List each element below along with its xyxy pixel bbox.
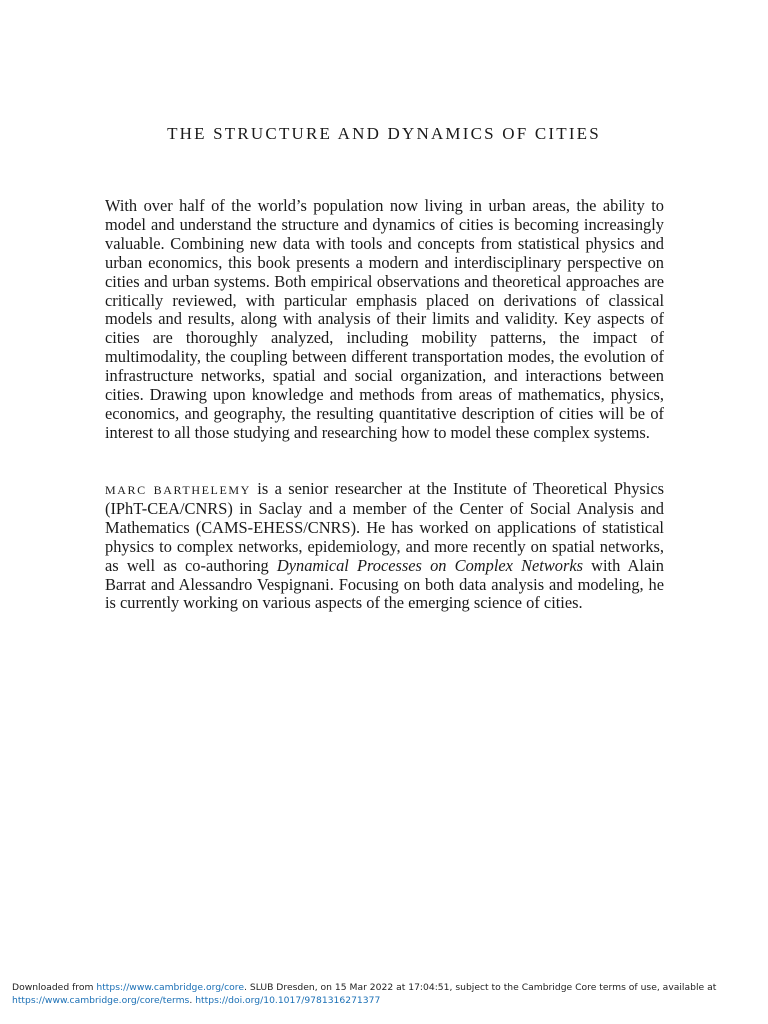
footer-prefix: Downloaded from [12,982,97,993]
footer-separator: . [189,995,196,1006]
author-bio [105,480,664,613]
book-title-italic: Dynamical Processes on Complex Networks [276,555,583,575]
footer-middle-text: . SLUB Dresden, on 15 Mar 2022 at 17:04:51, subject to the Cambridge Core terms of use, available at [244,982,717,993]
author-name: MARC BARTHELEMY [105,483,251,497]
download-footer [12,981,756,1007]
book-abstract: With over half of the world’s population now living in urban areas, the ability to model and understand the structure and dynamics of cities is becoming increasingly valuable. Combining new data with tools and concepts from statistical physics and urban economics, this book presents a modern and interdisciplinary perspective on cities and urban systems. Both empirical observations and theoretical approaches are critically reviewed, with particular emphasis placed on derivations of classical models and results, along with analysis of their limits and validity. Key aspects of cities are thoroughly analyzed, including mobility patterns, the impact of multimodality, the coupling between different transportation modes, the evolution of infrastructure networks, spatial and social organization, and interactions between cities. Drawing upon knowledge and methods from areas of mathematics, physics, economics, and geography, the resulting quantitative description of cities will be of interest to all those studying and researching how to model these complex systems. [105,196,664,442]
doi-link[interactable]: https://doi.org/10.1017/9781316271377 [195,995,381,1006]
cambridge-terms-link[interactable]: https://www.cambridge.org/core/terms [12,995,190,1006]
cambridge-core-link[interactable]: https://www.cambridge.org/core [96,982,245,993]
page-title: THE STRUCTURE AND DYNAMICS OF CITIES [167,124,601,143]
bio-text-after-title: with Alain Barrat and Alessandro Vespignani. Focusing on both data analysis and modeling, he is currently working on various aspects of the emerging science of cities. [105,555,664,613]
bio-text-before-title: is a senior researcher at the Institute of Theoretical Physics (IPhT-CEA/CNRS) in Saclay and a member of the Center of Social Analysis and Mathematics (CAMS-EHESS/CNRS). He has worked on applications of statistical physics to complex networks, epidemiology, and more recently on spatial networks, as well as co-authoring [105,479,664,575]
